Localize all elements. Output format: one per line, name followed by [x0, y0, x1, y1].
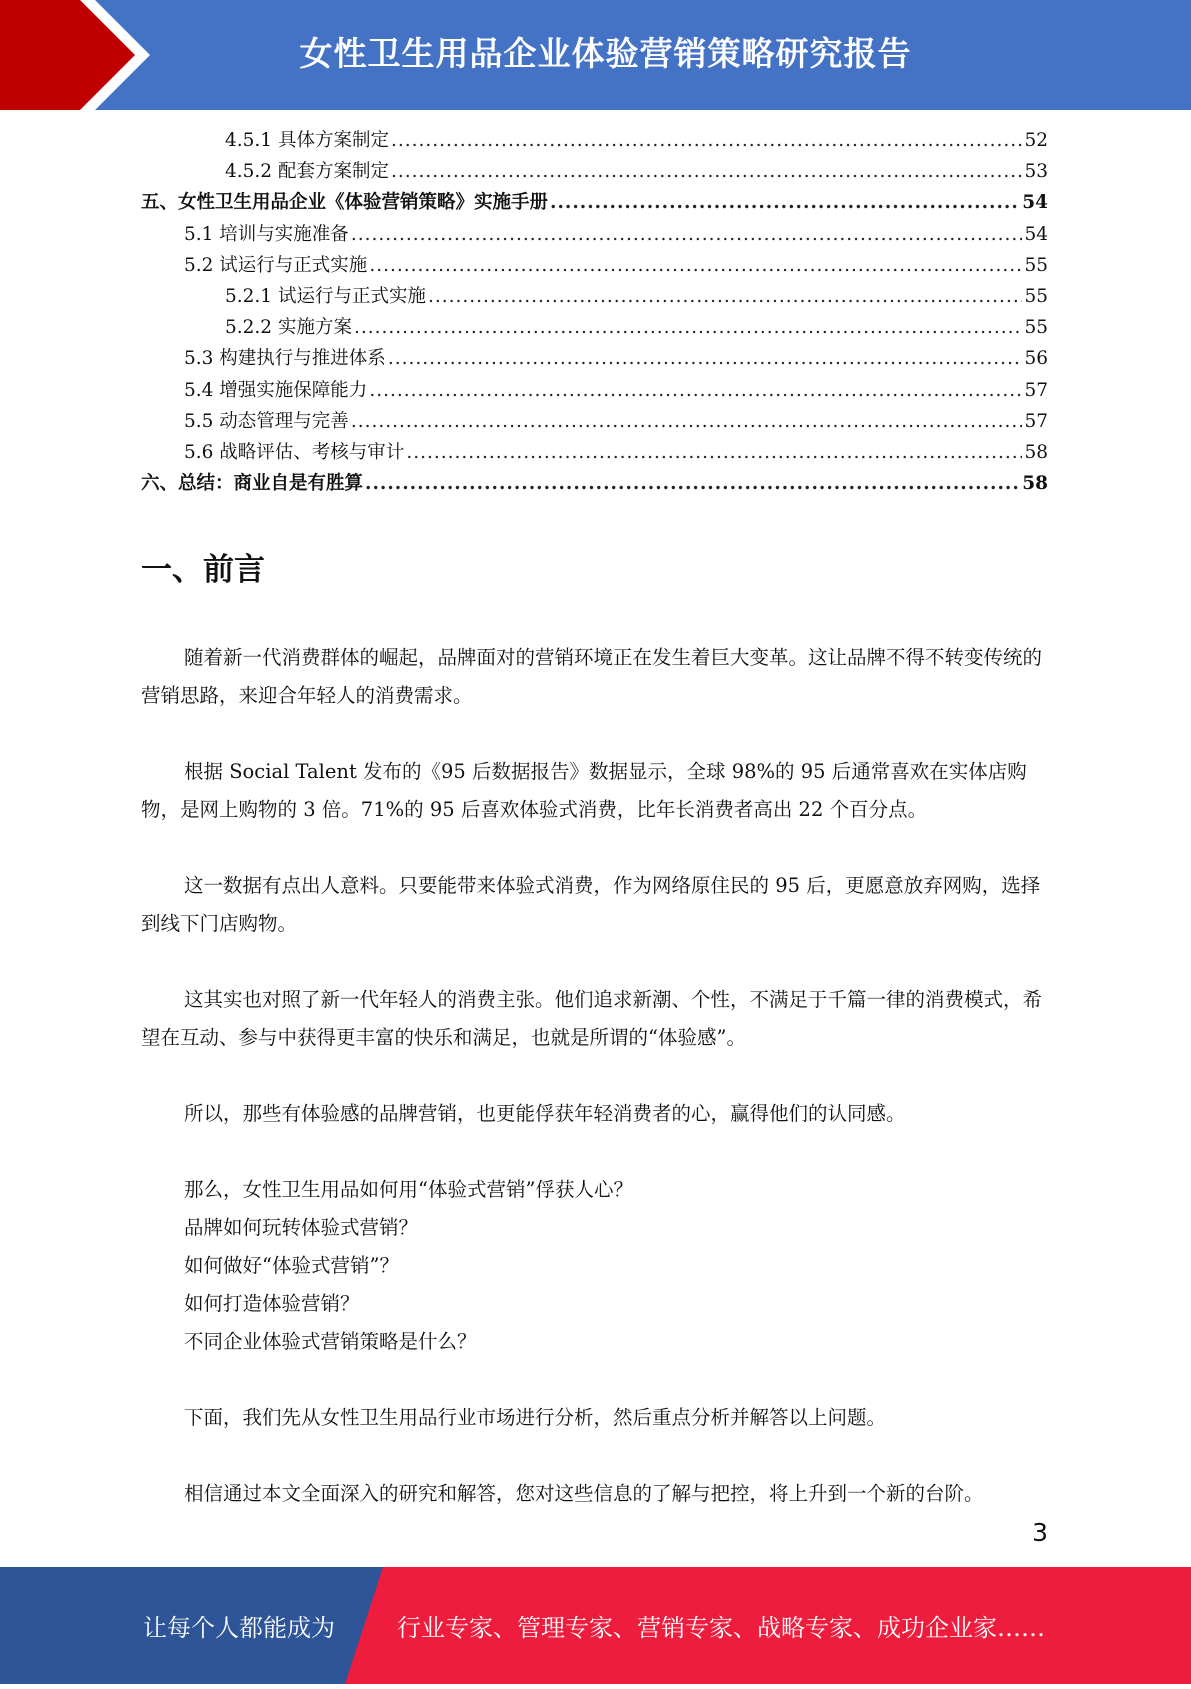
toc-entry-page: 53 — [1024, 161, 1048, 183]
toc-dot-leader — [369, 380, 1022, 401]
paragraph: 这其实也对照了新一代年轻人的消费主张。他们追求新潮、个性，不满足于千篇一律的消费模式，希望在互动、参与中获得更丰富的快乐和满足，也就是所谓的“体验感”。 — [141, 988, 1043, 1049]
toc-dot-leader — [391, 130, 1022, 151]
toc-entry-page: 58 — [1022, 473, 1048, 495]
paragraph: 下面，我们先从女性卫生用品行业市场进行分析，然后重点分析并解答以上问题。 — [184, 1406, 887, 1429]
page-number: 3 — [1032, 1518, 1048, 1547]
toc-entry-title: 5.2 试运行与正式实施 — [184, 254, 368, 276]
toc-entry[interactable] — [141, 282, 1048, 313]
toc-entry-page: 58 — [1024, 441, 1048, 463]
toc-entry[interactable] — [141, 188, 1048, 219]
paragraph: 这一数据有点出人意料。只要能带来体验式消费，作为网络原住民的 95 后，更愿意放弃网购，选择到线下门店购物。 — [141, 874, 1041, 935]
toc-entry[interactable] — [141, 126, 1048, 157]
toc-entry[interactable] — [141, 157, 1048, 188]
page-footer — [0, 1567, 1191, 1684]
question-line: 那么，女性卫生用品如何用“体验式营销”俘获人心？ — [184, 1178, 633, 1201]
page-header — [0, 0, 1191, 110]
paragraph: 根据 Social Talent 发布的《95 后数据报告》数据显示，全球 98%的 95 后通常喜欢在实体店购物，是网上购物的 3 倍。71%的 95 后喜欢体验式消费，比年长消费者高出 22 个百分点。 — [141, 760, 1027, 821]
table-of-contents — [141, 126, 1048, 500]
toc-entry-title: 5.2.2 实施方案 — [225, 317, 352, 339]
toc-dot-leader — [388, 348, 1023, 369]
toc-entry[interactable] — [141, 376, 1048, 407]
footer-slogan-right: 行业专家、管理专家、营销专家、战略专家、成功企业家…… — [397, 1614, 1045, 1642]
toc-entry-title: 5.4 增强实施保障能力 — [184, 379, 368, 401]
toc-dot-leader — [406, 442, 1022, 463]
toc-entry[interactable] — [141, 344, 1048, 375]
toc-entry[interactable] — [141, 438, 1048, 469]
toc-entry-title: 5.5 动态管理与完善 — [184, 410, 349, 432]
toc-entry[interactable] — [141, 313, 1048, 344]
toc-entry-title: 4.5.2 配套方案制定 — [225, 161, 389, 183]
toc-entry-title: 五、女性卫生用品企业《体验营销策略》实施手册 — [141, 192, 549, 214]
question-line: 如何打造体验营销？ — [184, 1292, 360, 1315]
toc-dot-leader — [365, 473, 1020, 494]
toc-entry-page: 57 — [1024, 379, 1048, 401]
header-title: 女性卫生用品企业体验营销策略研究报告 — [299, 34, 912, 73]
toc-entry-title: 4.5.1 具体方案制定 — [225, 130, 389, 151]
question-line: 如何做好“体验式营销”？ — [184, 1254, 399, 1277]
toc-entry-page: 55 — [1024, 317, 1048, 339]
toc-dot-leader — [369, 255, 1022, 276]
toc-entry-page: 52 — [1024, 130, 1048, 151]
toc-entry[interactable] — [141, 407, 1048, 438]
section-heading: 一、前言 — [141, 552, 265, 588]
toc-entry-title: 六、总结：商业自是有胜算 — [141, 473, 364, 495]
paragraph: 随着新一代消费群体的崛起，品牌面对的营销环境正在发生着巨大变革。这让品牌不得不转变传统的营销思路，来迎合年轻人的消费需求。 — [141, 646, 1043, 707]
toc-dot-leader — [351, 224, 1023, 245]
toc-entry-title: 5.1 培训与实施准备 — [184, 223, 349, 245]
toc-entry-title: 5.3 构建执行与推进体系 — [184, 348, 386, 370]
paragraph: 相信通过本文全面深入的研究和解答，您对这些信息的了解与把控，将上升到一个新的台阶。 — [184, 1482, 984, 1505]
toc-dot-leader — [550, 192, 1020, 213]
toc-entry[interactable] — [141, 251, 1048, 282]
toc-entry-page: 55 — [1024, 285, 1048, 307]
toc-entry[interactable] — [141, 220, 1048, 251]
toc-entry-page: 54 — [1022, 192, 1048, 214]
paragraph: 所以，那些有体验感的品牌营销，也更能俘获年轻消费者的心，赢得他们的认同感。 — [184, 1102, 906, 1125]
toc-entry-title: 5.6 战略评估、考核与审计 — [184, 441, 405, 463]
toc-entry-title: 5.2.1 试运行与正式实施 — [225, 285, 426, 307]
footer-slogan-left: 让每个人都能成为 — [143, 1614, 335, 1642]
toc-dot-leader — [428, 286, 1022, 307]
toc-dot-leader — [354, 317, 1023, 338]
toc-entry-page: 57 — [1024, 410, 1048, 432]
toc-dot-leader — [351, 411, 1023, 432]
toc-entry[interactable] — [141, 469, 1048, 500]
toc-entry-page: 56 — [1024, 348, 1048, 370]
toc-entry-page: 55 — [1024, 254, 1048, 276]
toc-entry-page: 54 — [1024, 223, 1048, 245]
question-line: 不同企业体验式营销策略是什么？ — [184, 1330, 477, 1353]
toc-dot-leader — [391, 161, 1022, 182]
question-line: 品牌如何玩转体验式营销？ — [184, 1216, 419, 1239]
